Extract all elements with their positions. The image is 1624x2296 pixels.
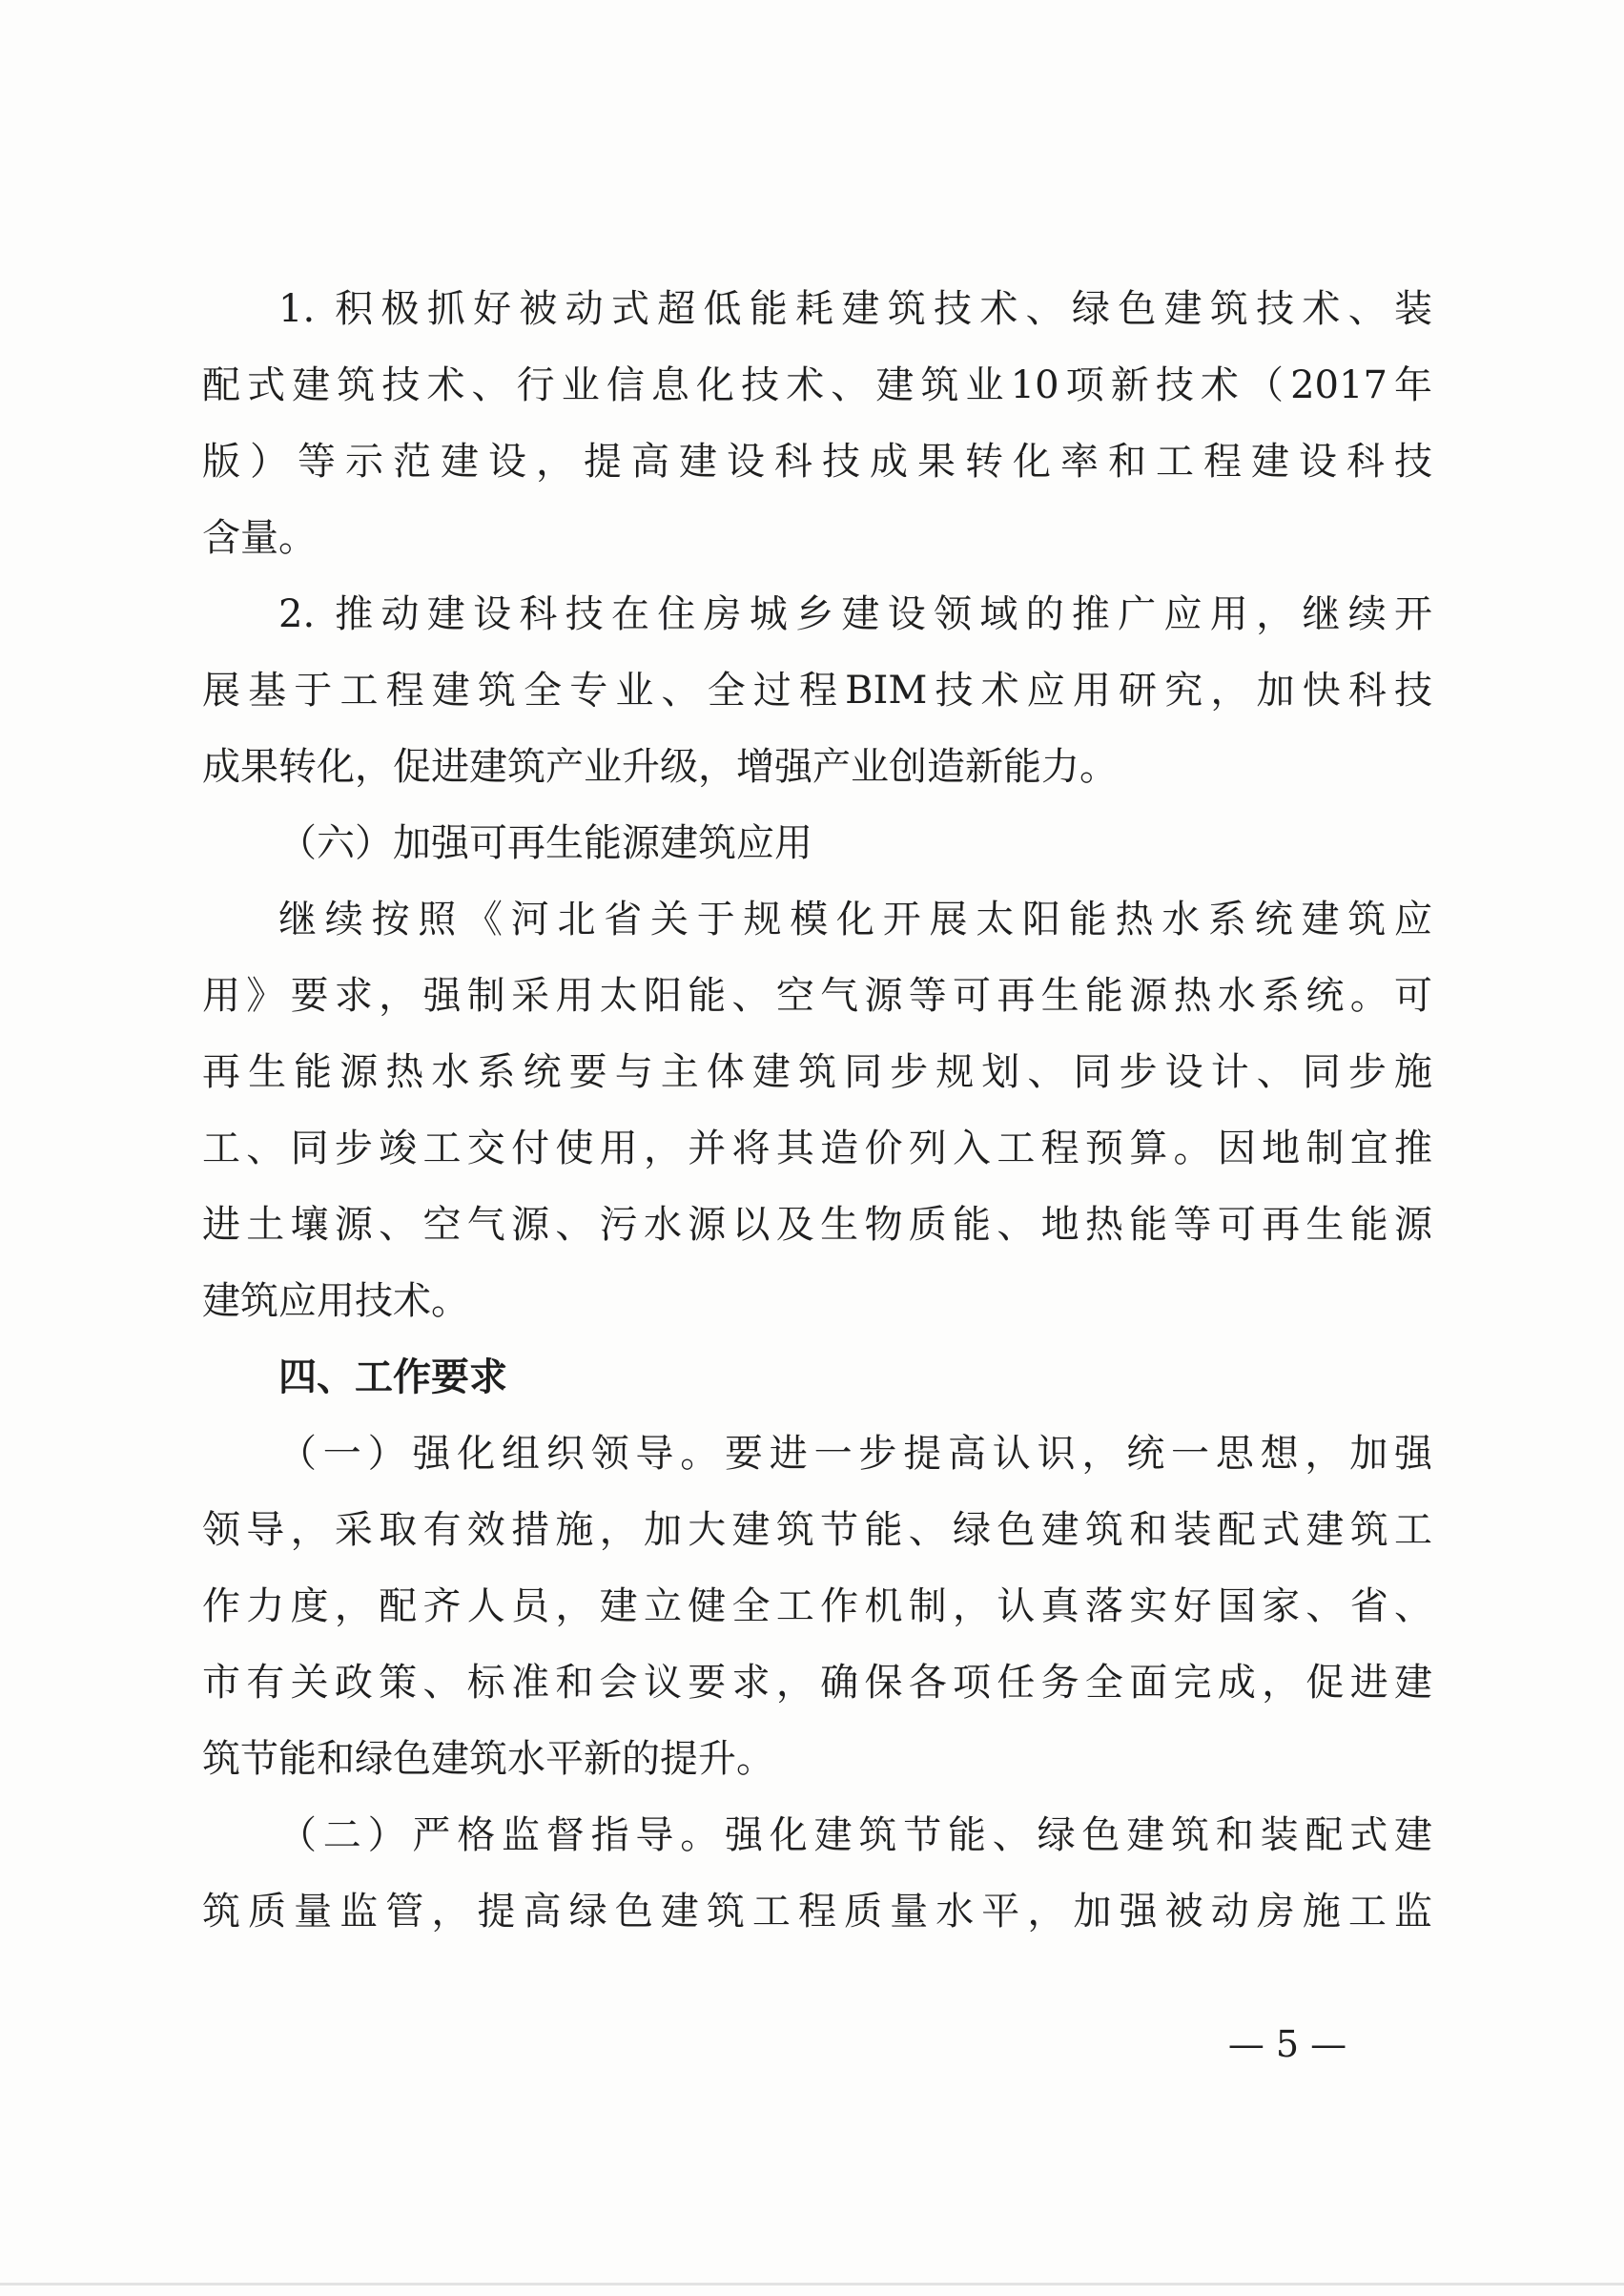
text-line: 2. 推动建设科技在住房城乡建设领域的推广应用，继续开 xyxy=(278,592,1432,636)
text-line: 用》要求，强制采用太阳能、空气源等可再生能源热水系统。可 xyxy=(202,974,1432,1018)
section-heading: 四、工作要求 xyxy=(278,1355,507,1399)
text-line: 继续按照《河北省关于规模化开展太阳能热水系统建筑应 xyxy=(278,898,1432,941)
page-number: — 5 — xyxy=(1227,2023,1347,2065)
text-line: 版）等示范建设，提高建设科技成果转化率和工程建设科技 xyxy=(202,440,1432,484)
text-line: 成果转化，促进建筑产业升级，增强产业创造新能力。 xyxy=(202,745,1118,789)
text-line: 1. 积极抓好被动式超低能耗建筑技术、绿色建筑技术、装 xyxy=(278,287,1432,331)
text-line: 建筑应用技术。 xyxy=(202,1279,469,1323)
scan-edge xyxy=(0,2283,1624,2286)
text-line: （二）严格监督指导。强化建筑节能、绿色建筑和装配式建 xyxy=(278,1813,1432,1857)
text-line: 作力度，配齐人员，建立健全工作机制，认真落实好国家、省、 xyxy=(202,1584,1432,1628)
text-line: 工、同步竣工交付使用，并将其造价列入工程预算。因地制宜推 xyxy=(202,1127,1432,1170)
text-line: 市有关政策、标准和会议要求，确保各项任务全面完成，促进建 xyxy=(202,1661,1432,1705)
text-line: 进土壤源、空气源、污水源以及生物质能、地热能等可再生能源 xyxy=(202,1203,1432,1247)
text-line: 含量。 xyxy=(202,516,317,560)
text-line: 再生能源热水系统要与主体建筑同步规划、同步设计、同步施 xyxy=(202,1050,1432,1094)
text-line: 展基于工程建筑全专业、全过程BIM技术应用研究，加快科技 xyxy=(202,669,1432,713)
text-line: （六）加强可再生能源建筑应用 xyxy=(278,821,812,865)
text-line: 配式建筑技术、行业信息化技术、建筑业10项新技术（2017年 xyxy=(202,363,1432,407)
text-line: （一）强化组织领导。要进一步提高认识，统一思想，加强 xyxy=(278,1432,1432,1476)
text-line: 筑质量监管，提高绿色建筑工程质量水平，加强被动房施工监 xyxy=(202,1890,1432,1934)
text-line: 领导，采取有效措施，加大建筑节能、绿色建筑和装配式建筑工 xyxy=(202,1508,1432,1552)
text-line: 筑节能和绿色建筑水平新的提升。 xyxy=(202,1737,774,1781)
